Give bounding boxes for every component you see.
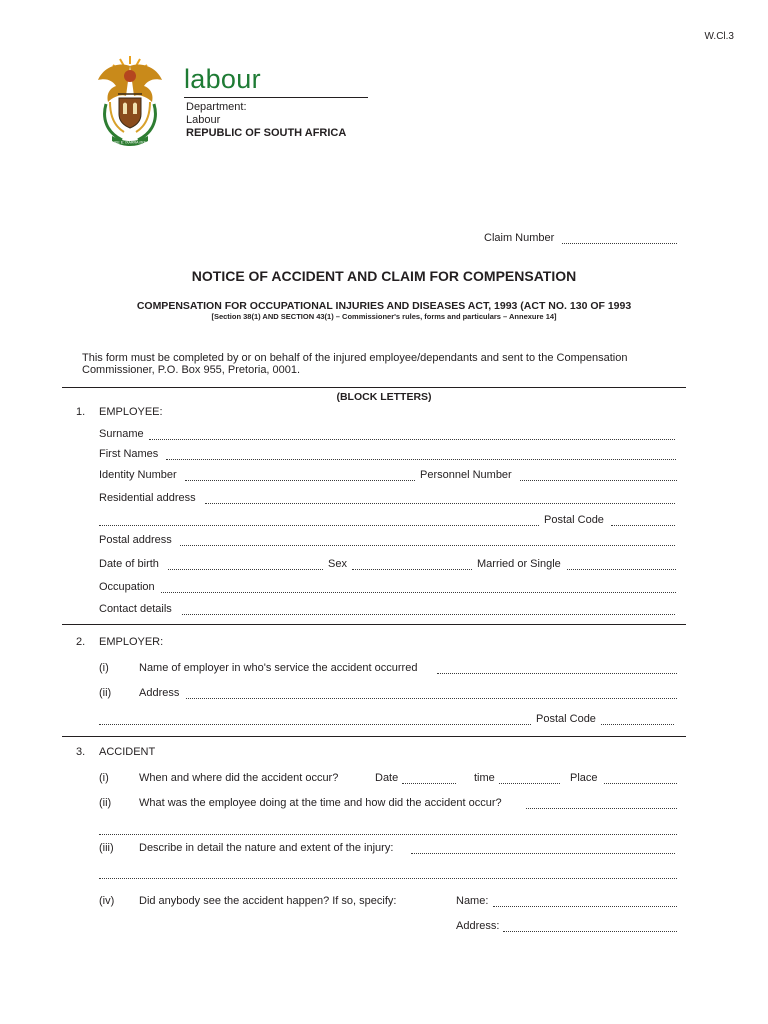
surname-field[interactable]: [149, 430, 675, 440]
accident-time-field[interactable]: [499, 774, 560, 784]
personnel-number-field[interactable]: [520, 471, 677, 481]
section-3-title: ACCIDENT: [99, 746, 156, 758]
department-name: Labour: [186, 114, 221, 126]
postal-address-label: Postal address: [99, 534, 172, 546]
employee-activity-label: What was the employee doing at the time and how did the accident occur?: [139, 797, 502, 809]
injury-description-field[interactable]: [411, 844, 675, 854]
identity-number-field[interactable]: [185, 471, 415, 481]
brand-name: labour: [184, 64, 261, 94]
residential-address-label: Residential address: [99, 492, 196, 504]
sex-label: Sex: [328, 558, 347, 570]
section-1-number: 1.: [76, 406, 86, 418]
act-title: COMPENSATION FOR OCCUPATIONAL INJURIES AND DISEASES ACT, 1993 (ACT NO. 130 OF 1993: [136, 300, 632, 312]
employer-address-label: Address: [139, 687, 180, 699]
date-of-birth-label: Date of birth: [99, 558, 159, 570]
accident-ii-marker: (ii): [99, 797, 112, 809]
occupation-label: Occupation: [99, 581, 155, 593]
section-2-number: 2.: [76, 636, 86, 648]
department-label: Department:: [186, 101, 247, 113]
accident-iii-marker: (iii): [99, 842, 114, 854]
employee-activity-line-2[interactable]: [99, 825, 677, 835]
brand-underline: [184, 97, 368, 98]
identity-number-label: Identity Number: [99, 469, 177, 481]
intro-line-2: Commissioner, P.O. Box 955, Pretoria, 0001.: [82, 364, 301, 376]
intro-line-1: This form must be completed by or on behalf of the injured employee/dependants and sent to the Compensation: [82, 352, 628, 364]
contact-details-field[interactable]: [182, 605, 675, 615]
injury-description-line-2[interactable]: [99, 869, 677, 879]
divider: [62, 624, 686, 625]
employer-address-field[interactable]: [186, 689, 677, 699]
date-of-birth-field[interactable]: [168, 560, 323, 570]
date-label: Date: [375, 772, 399, 784]
employer-postal-code-label: Postal Code: [536, 713, 596, 725]
coat-motto: !KE E: /XARRA //KE: [113, 140, 147, 145]
occupation-field[interactable]: [161, 583, 676, 593]
place-label: Place: [570, 772, 598, 784]
witness-address-label: Address:: [456, 920, 500, 932]
residential-address-line-2[interactable]: [99, 516, 539, 526]
residential-postal-code-field[interactable]: [611, 516, 675, 526]
form-title: NOTICE OF ACCIDENT AND CLAIM FOR COMPENSATION: [191, 268, 577, 284]
surname-label: Surname: [99, 428, 144, 440]
section-2-title: EMPLOYER:: [99, 636, 164, 648]
block-letters-note: (BLOCK LETTERS): [336, 391, 432, 403]
witness-address-field[interactable]: [503, 922, 677, 932]
employer-postal-code-field[interactable]: [601, 715, 674, 725]
claim-number-field[interactable]: [562, 234, 677, 244]
section-reference: [Section 38(1) AND SECTION 43(1) – Commissioner's rules, forms and particulars – Annexure 14]: [211, 312, 557, 321]
employee-activity-field[interactable]: [526, 799, 677, 809]
married-or-single-field[interactable]: [567, 560, 676, 570]
postal-address-field[interactable]: [180, 536, 675, 546]
divider: [62, 736, 686, 737]
time-label: time: [474, 772, 495, 784]
accident-place-field[interactable]: [604, 774, 677, 784]
employer-ii-marker: (ii): [99, 687, 112, 699]
first-names-label: First Names: [99, 448, 159, 460]
section-3-number: 3.: [76, 746, 86, 758]
residential-address-field[interactable]: [205, 494, 675, 504]
witness-name-field[interactable]: [493, 897, 677, 907]
personnel-number-label: Personnel Number: [420, 469, 512, 481]
when-where-label: When and where did the accident occur?: [139, 772, 339, 784]
married-or-single-label: Married or Single: [477, 558, 561, 570]
accident-date-field[interactable]: [402, 774, 456, 784]
first-names-field[interactable]: [166, 450, 676, 460]
employer-i-marker: (i): [99, 662, 109, 674]
section-1-title: EMPLOYEE:: [99, 406, 163, 418]
employer-name-label: Name of employer in who's service the accident occurred: [139, 662, 418, 674]
sex-field[interactable]: [352, 560, 472, 570]
postal-code-label: Postal Code: [544, 514, 604, 526]
accident-i-marker: (i): [99, 772, 109, 784]
claim-number-label: Claim Number: [484, 232, 555, 244]
employer-name-field[interactable]: [437, 664, 677, 674]
country-name: REPUBLIC OF SOUTH AFRICA: [186, 127, 347, 139]
accident-iv-marker: (iv): [99, 895, 115, 907]
witness-label: Did anybody see the accident happen? If so, specify:: [139, 895, 397, 907]
coat-of-arms-icon: [92, 52, 168, 148]
contact-details-label: Contact details: [99, 603, 172, 615]
form-code: W.Cl.3: [704, 31, 734, 42]
employer-address-line-2[interactable]: [99, 715, 531, 725]
divider: [62, 387, 686, 388]
witness-name-label: Name:: [456, 895, 489, 907]
injury-description-label: Describe in detail the nature and extent of the injury:: [139, 842, 394, 854]
